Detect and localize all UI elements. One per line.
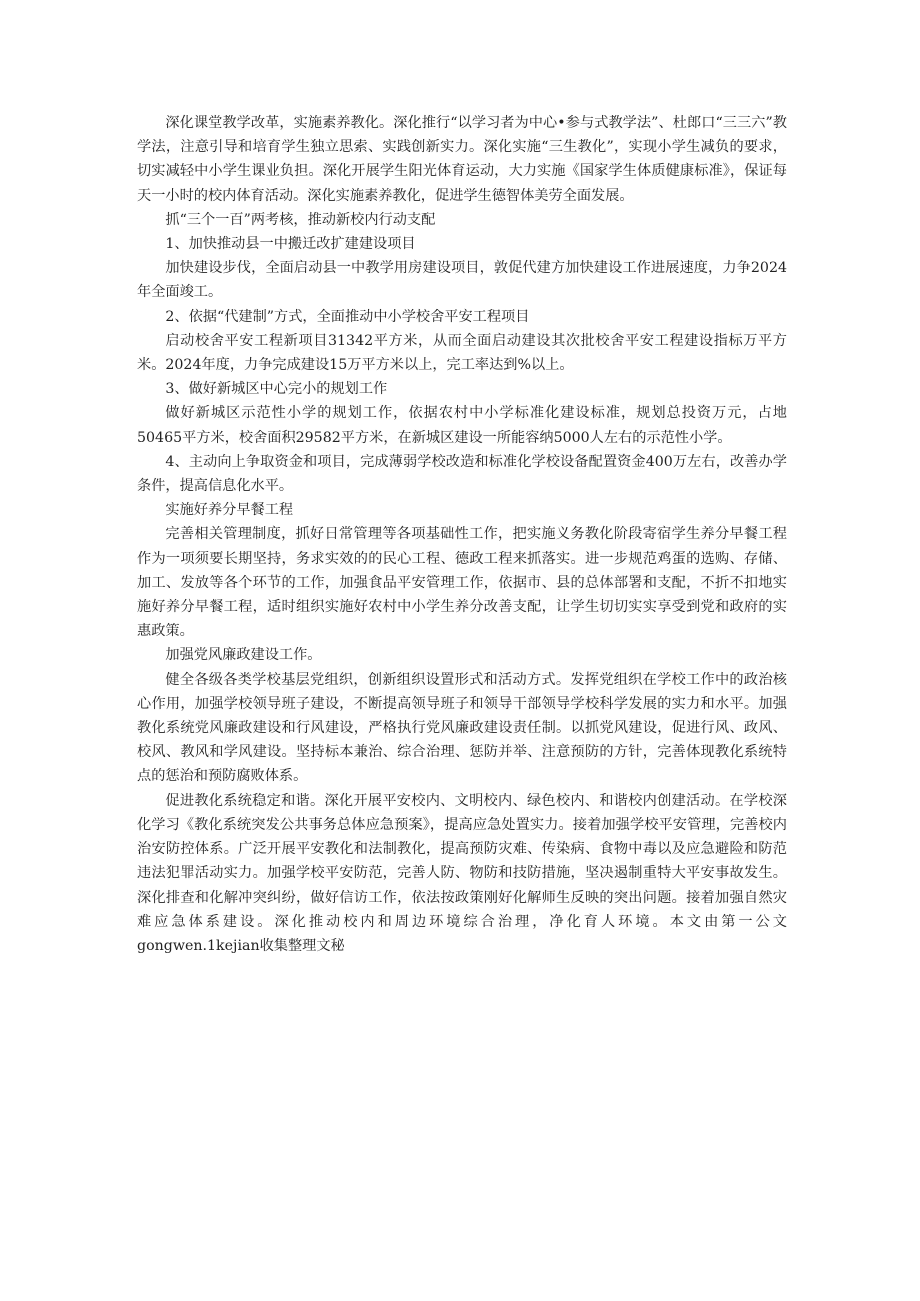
paragraph-stability: 促进教化系统稳定和谐。深化开展平安校内、文明校内、绿色校内、和谐校内创建活动。在学校深化学习《教化系统突发公共事务总体应急预案》，提高应急处置实力。接着加强学校平安管理，完善校内治安防控体系。广泛开展平安教化和法制教化，提高预防灾难、传染病、食物中毒以及应急避险和防范违法犯罪活动实力。加强学校平安防范，完善人防、物防和技防措施，坚决遏制重特大平安事故发生。深化排查和化解冲突纠纷，做好信访工作，依法按政策刚好化解师生反映的突出问题。接着加强自然灾难应急体系建设。深化推动校内和周边环境综合治理，净化育人环境。本文由第一公文gongwen.1kejian收集整理文秘	[137, 792, 787, 954]
paragraph-breakfast: 完善相关管理制度，抓好日常管理等各项基础性工作，把实施义务教化阶段寄宿学生养分早餐工程作为一项须要长期坚持，务求实效的的民心工程、德政工程来抓落实。进一步规范鸡蛋的选购、存储、加工、发放等各个环节的工作，加强食品平安管理工作，依据市、县的总体部署和支配，不折不扣地实施好养分早餐工程，适时组织实施好农村中小学生养分改善支配，让学生切切实实享受到党和政府的实惠政策。	[137, 526, 787, 640]
paragraph-teaching-reform: 深化课堂教学改革，实施素养教化。深化推行“以学习者为中心•参与式教学法”、杜郎口“三三六”教学法，注意引导和培育学生独立思索、实践创新实力。深化实施“三生教化”，实现小学生减负的要求，切实减轻中小学生课业负担。深化开展学生阳光体育运动，大力实施《国家学生体质健康标准》，保证每天一小时的校内体育活动。深化实施素养教化，促进学生德智体美劳全面发展。	[137, 115, 787, 204]
paragraph-item-3: 做好新城区示范性小学的规划工作，依据农村中小学标准化建设标准，规划总投资万元，占地50465平方米，校舍面积29582平方米，在新城区建设一所能容纳5000人左右的示范性小学。	[137, 405, 787, 446]
paragraph-item-1: 加快建设步伐，全面启动县一中教学用房建设项目，敦促代建方加快建设工作进展速度，力争2024年全面竣工。	[137, 260, 787, 301]
heading-item-1: 1、加快推动县一中搬迁改扩建建设项目	[165, 236, 416, 253]
paragraph-party-conduct: 健全各级各类学校基层党组织，创新组织设置形式和活动方式。发挥党组织在学校工作中的政治核心作用，加强学校领导班子建设，不断提高领导班子和领导干部领导学校科学发展的实力和水平。加强教化系统党风廉政建设和行风建设，严格执行党风廉政建设责任制。以抓党风建设，促进行风、政风、校风、教风和学风建设。坚持标本兼治、综合治理、惩防并举、注意预防的方针，完善体现教化系统特点的惩治和预防腐败体系。	[137, 671, 787, 785]
paragraph-item-4: 4、主动向上争取资金和项目，完成薄弱学校改造和标准化学校设备配置资金400万左右，改善办学条件，提高信息化水平。	[137, 453, 787, 495]
heading-party-conduct: 加强党风廉政建设工作。	[165, 647, 322, 664]
paragraph-item-2: 启动校舍平安工程新项目31342平方米，从而全面启动建设其次批校舍平安工程建设指标万平方米。2024年度，力争完成建设15万平方米以上，完工率达到%以上。	[137, 332, 787, 374]
document-body	[137, 111, 787, 958]
heading-three-hundred: 抓“三个一百”两考核，推动新校内行动支配	[165, 211, 436, 228]
heading-item-2: 2、依据“代建制”方式，全面推动中小学校舍平安工程项目	[165, 308, 530, 325]
heading-breakfast: 实施好养分早餐工程	[165, 502, 294, 519]
heading-item-3: 3、做好新城区中心完小的规划工作	[165, 381, 388, 398]
